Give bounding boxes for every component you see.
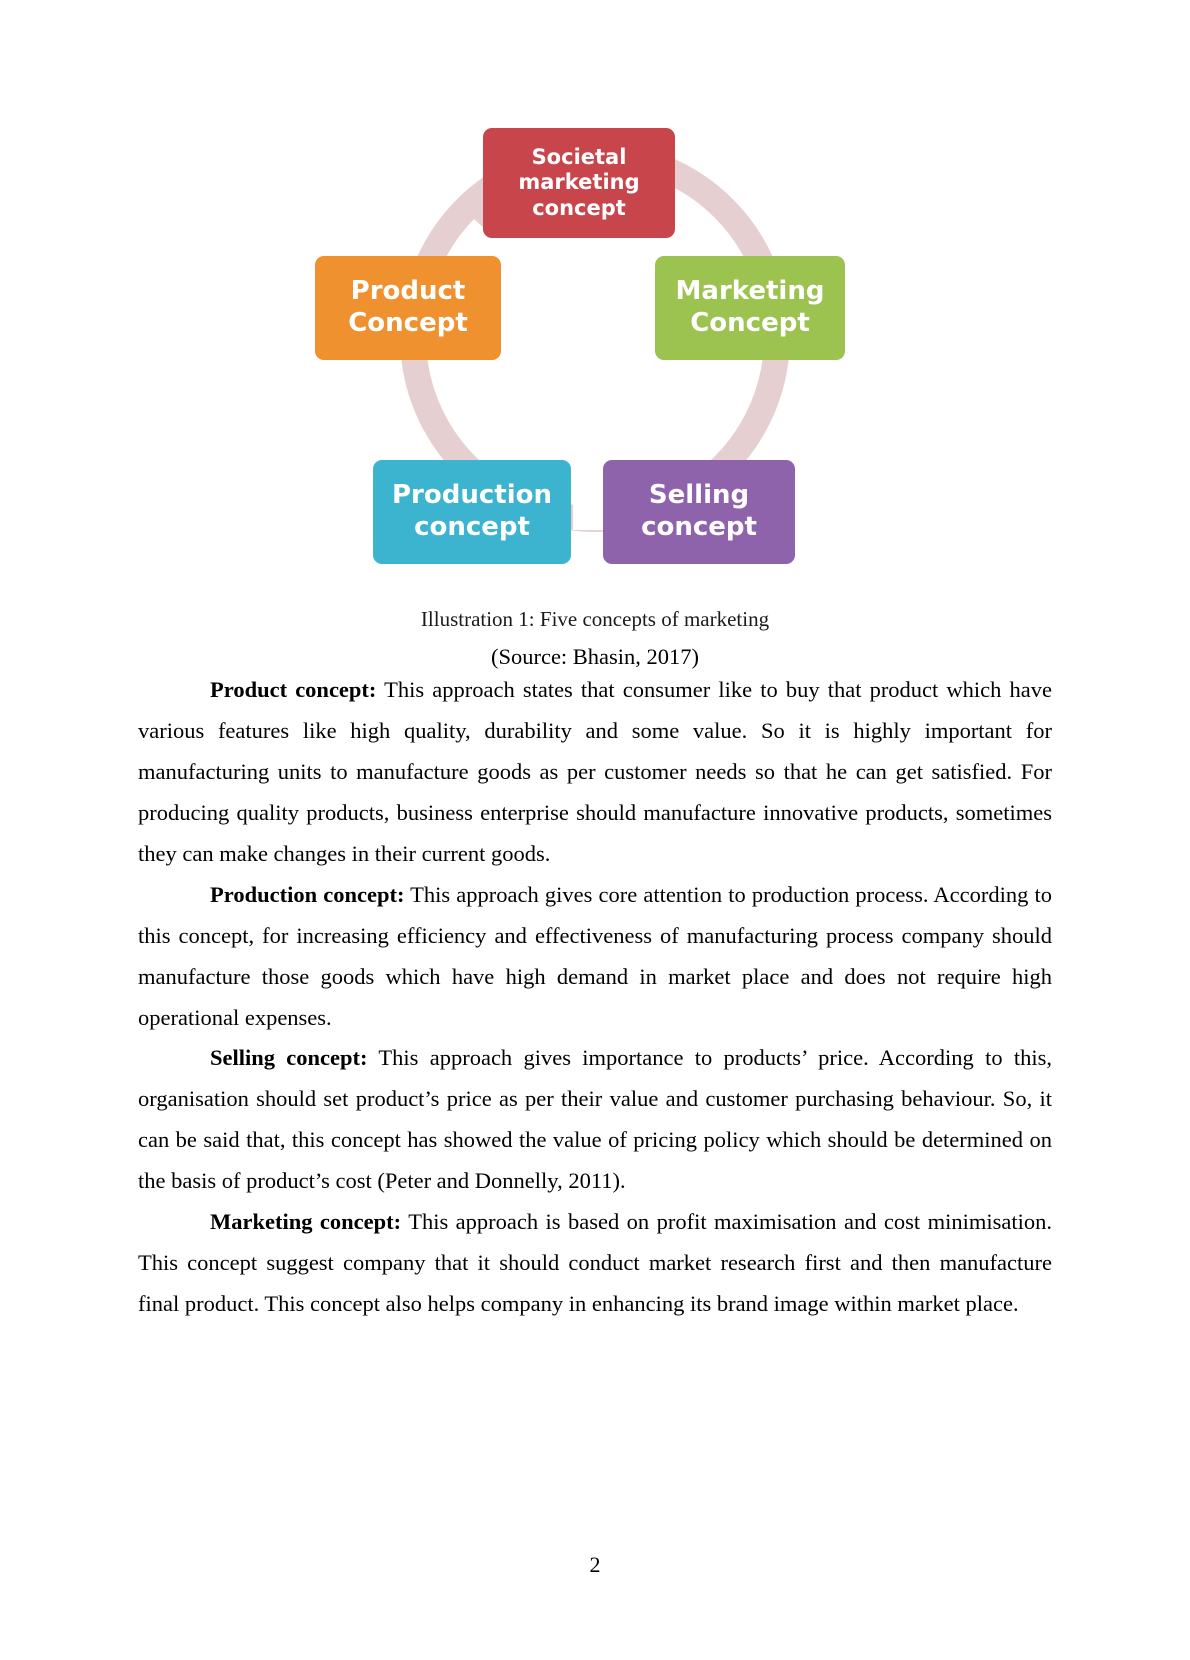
document-page: [0, 120, 1190, 1660]
diagram-node-selling-concept: Selling concept: [603, 460, 795, 564]
paragraph-body-selling-concept: This approach gives importance to products’ price. According to this, organisation should set product’s price as per their value and customer purchasing behaviour. So, it can be said that, this concept has showed the value of pricing policy which should be determined on the basis of product’s cost (Peter and Donnelly, 2011).: [138, 1045, 1052, 1194]
figure-caption: Illustration 1: Five concepts of marketing: [420, 607, 770, 631]
diagram-node-societal-marketing-concept: Societal marketing concept: [483, 128, 675, 238]
paragraph-lead-marketing-concept: Marketing concept:: [210, 1209, 402, 1235]
paragraph-body-production-concept: This approach gives core attention to production process. According to this concept, for increasing efficiency and effectiveness of manufacturing process company should manufacture those goods which have high demand in market place and does not require high operational expenses.: [138, 881, 1052, 1030]
diagram-node-marketing-concept: Marketing Concept: [655, 256, 845, 360]
paragraph-lead-selling-concept: Selling concept:: [210, 1045, 368, 1071]
figure-source: (Source: Bhasin, 2017): [490, 644, 700, 669]
paragraph-production-concept: [138, 875, 1052, 1039]
paragraph-body-marketing-concept: This approach is based on profit maximisation and cost minimisation. This concept suggest company that it should conduct market research first and then manufacture final product. This concept also helps company in enhancing its brand image within market place.: [138, 1209, 1052, 1317]
paragraph-product-concept: [138, 670, 1052, 875]
paragraph-body-product-concept: This approach states that consumer like to buy that product which have various features like high quality, durability and some value. So it is highly important for manufacturing units to manufacture goods as per customer needs so that he can get satisfied. For producing quality products, business enterprise should manufacture innovative products, sometimes they can make changes in their current goods.: [138, 677, 1052, 866]
paragraph-lead-product-concept: Product concept:: [210, 677, 377, 702]
page-number: 2: [589, 1552, 601, 1577]
paragraph-marketing-concept: [138, 1202, 1052, 1325]
paragraph-lead-production-concept: Production concept:: [210, 881, 405, 907]
paragraph-selling-concept: [138, 1038, 1052, 1202]
diagram-node-production-concept: Production concept: [373, 460, 571, 564]
diagram-node-product-concept: Product Concept: [315, 256, 501, 360]
figure-five-concepts-of-marketing: [138, 120, 1052, 640]
cycle-diagram: [315, 120, 875, 580]
